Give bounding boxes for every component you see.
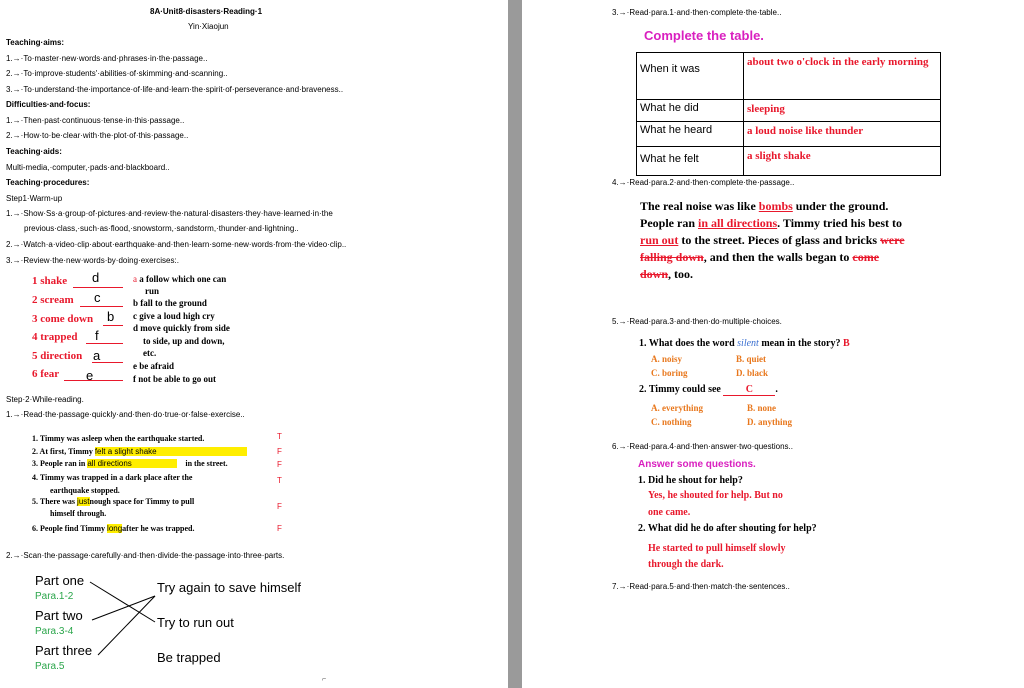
tf-statement-cont: himself through.	[50, 509, 107, 518]
tf-mark: T	[277, 476, 282, 485]
tf-statement: 6. People find Timmy longafter he was trapped.	[32, 524, 195, 533]
vocab-answer: d	[92, 270, 100, 285]
teaching-aims-heading: Teaching·aims:	[6, 38, 65, 47]
tf-statement: 4. Timmy was trapped in a dark place after the	[32, 473, 193, 482]
tf-mark: F	[277, 524, 282, 533]
table-answer: about two o'clock in the early morning	[744, 53, 941, 100]
mc-option: C. boring	[651, 368, 688, 378]
aim-item: 1.→·To·master·new·words·and·phrases·in·the·passage..	[6, 54, 208, 63]
table-answer: a loud noise like thunder	[744, 122, 941, 147]
difficulty-item: 2.→·How·to·be·clear·with·the·plot·of·this·passage..	[6, 131, 189, 140]
vocab-word: 2 scream	[32, 294, 74, 306]
step1-item-cont: previous·class,·such·as·flood,·snowstorm,·sandstorm,·thunder·and·lightning..	[24, 224, 299, 233]
table-label: What he did	[637, 100, 744, 122]
step2-item: 2.→·Scan·the·passage·carefully·and·then·divide·the·passage·into·three·parts.	[6, 551, 285, 560]
complete-table	[636, 52, 941, 176]
step1-item: 1.→·Show·Ss·a·group·of·pictures·and·review·the·natural·disasters·they·have·learned·in·the	[6, 209, 333, 218]
tf-mark: F	[277, 460, 282, 469]
mc-option: D. black	[736, 368, 769, 378]
step1-heading: Step1·Warm-up	[6, 194, 63, 203]
doc-author: Yin·Xiaojun	[188, 22, 229, 31]
tf-mark: T	[277, 432, 282, 441]
part-para: Para.3-4	[35, 626, 74, 637]
difficulties-heading: Difficulties·and·focus:	[6, 100, 91, 109]
item7-instruction: 7.→·Read·para.5·and·then·match·the·sentences..	[612, 582, 790, 591]
tf-statement: 2. At first, Timmy felt a slight shake	[32, 447, 247, 456]
mc-option: B. none	[747, 403, 777, 413]
question-2: 2. What did he do after shouting for help?	[638, 523, 817, 534]
tf-mark: F	[277, 502, 282, 511]
part-title: Try again to save himself	[157, 580, 302, 595]
matching-lines	[0, 0, 300, 688]
vocab-def: etc.	[143, 348, 157, 358]
table-answer: sleeping	[744, 100, 941, 122]
vocab-answer: a	[93, 348, 101, 363]
vocab-answer: b	[107, 309, 115, 324]
tf-mark: F	[277, 447, 282, 456]
vocab-def: a a follow which one can	[133, 274, 227, 284]
aim-item: 2.→·To·improve·students'·abilities·of·skimming·and·scanning..	[6, 69, 228, 78]
vocab-def: to side, up and down,	[143, 336, 225, 346]
page-gutter	[508, 0, 522, 688]
vocab-word: 6 fear	[32, 368, 60, 380]
answer-2: He started to pull himself slowly	[648, 543, 786, 554]
question-1: 1. Did he shout for help?	[638, 475, 743, 486]
table-title: Complete the table.	[644, 28, 764, 43]
mc-question-2: 2. Timmy could see C .	[639, 384, 778, 395]
vocab-word: 3 come down	[32, 313, 94, 325]
tf-statement-cont: earthquake stopped.	[50, 486, 120, 495]
vocab-word: 4 trapped	[32, 331, 78, 343]
answer-2-cont: through the dark.	[648, 559, 724, 570]
step1-item: 3.→·Review·the·new·words·by·doing·exercises:.	[6, 256, 179, 265]
part-label: Part two	[35, 608, 83, 623]
table-label: What he heard	[637, 122, 744, 147]
vocab-def: b fall to the ground	[133, 298, 207, 308]
vocab-word: 5 direction	[32, 350, 83, 362]
document-page-right	[522, 0, 1024, 688]
teaching-aids-heading: Teaching·aids:	[6, 147, 62, 156]
vocab-def: d move quickly from side	[133, 323, 230, 333]
vocab-answer: f	[95, 328, 99, 343]
tf-statement: 1. Timmy was asleep when the earthquake started.	[32, 434, 205, 443]
part-title: Be trapped	[157, 650, 221, 665]
aim-item: 3.→·To·understand·the·importance·of·life·and·learn·the·spirit·of·perseverance·and·braveness..	[6, 85, 344, 94]
vocab-word: 1 shake	[32, 275, 68, 287]
vocab-def: c give a loud high cry	[133, 311, 215, 321]
tf-statement: 5. There was justnough space for Timmy to pull	[32, 497, 195, 506]
part-label: Part three	[35, 643, 93, 658]
part-para: Para.5	[35, 661, 65, 672]
difficulty-item: 1.→·Then·past·continuous·tense·in·this·passage..	[6, 116, 185, 125]
part-para: Para.1-2	[35, 591, 74, 602]
item5-instruction: 5.→·Read·para.3·and·then·do·multiple·choices.	[612, 317, 782, 326]
item4-instruction: 4.→·Read·para.2·and·then·complete·the·passage..	[612, 178, 795, 187]
table-label: What he felt	[637, 147, 744, 176]
teaching-aids-text: Multi-media,·computer,·pads·and·blackboard..	[6, 163, 170, 172]
answer-1-cont: one came.	[648, 507, 691, 518]
procedures-heading: Teaching·procedures:	[6, 178, 90, 187]
step2-heading: Step·2·While-reading.	[6, 395, 84, 404]
table-answer: a slight shake	[744, 147, 941, 176]
step1-item: 2.→·Watch·a·video·clip·about·earthquake·and·then·learn·some·new·words·from·the·video·clip..	[6, 240, 347, 249]
part-label: Part one	[35, 573, 85, 588]
mc-option: A. everything	[651, 403, 703, 413]
vocab-def: f not be able to go out	[133, 374, 216, 384]
table-row	[637, 53, 941, 100]
vocab-answer: c	[94, 290, 101, 305]
mc-option: B. quiet	[736, 354, 767, 364]
vocab-def: run	[145, 286, 160, 296]
vocab-def: e be afraid	[133, 361, 174, 371]
table-label: When it was	[637, 53, 744, 100]
fill-passage: The real noise was like bombs under the ground. People ran in all directions. Timmy tried his best to run out to the street. Pieces of glass and bricks were falling down, and then the walls began to come down, too.	[640, 199, 905, 281]
table-row	[637, 122, 941, 147]
tf-statement: 3. People ran in all directions in the street.	[32, 459, 228, 468]
table-row	[637, 147, 941, 176]
answer-1: Yes, he shouted for help. But no	[648, 490, 783, 501]
mc-option: D. anything	[747, 417, 793, 427]
item3-instruction: 3.→·Read·para.1·and·then·complete·the·table..	[612, 8, 782, 17]
vocab-answer: e	[86, 368, 94, 383]
mc-option: A. noisy	[651, 354, 683, 364]
mc-question-1: 1. What does the word silent mean in the story? B	[639, 338, 850, 349]
table-row	[637, 100, 941, 122]
match-line-1	[90, 582, 155, 622]
paragraph-mark: ⌐	[322, 676, 327, 683]
step2-item: 1.→·Read·the·passage·quickly·and·then·do·true·or·false·exercise..	[6, 410, 245, 419]
item6-instruction: 6.→·Read·para.4·and·then·answer·two·questions..	[612, 442, 793, 451]
mc-option: C. nothing	[651, 417, 692, 427]
answer-title: Answer some questions.	[638, 459, 756, 470]
part-title: Try to run out	[157, 615, 234, 630]
doc-title: 8A·Unit8·disasters·Reading·1	[150, 7, 263, 16]
document-page-left	[0, 0, 508, 688]
